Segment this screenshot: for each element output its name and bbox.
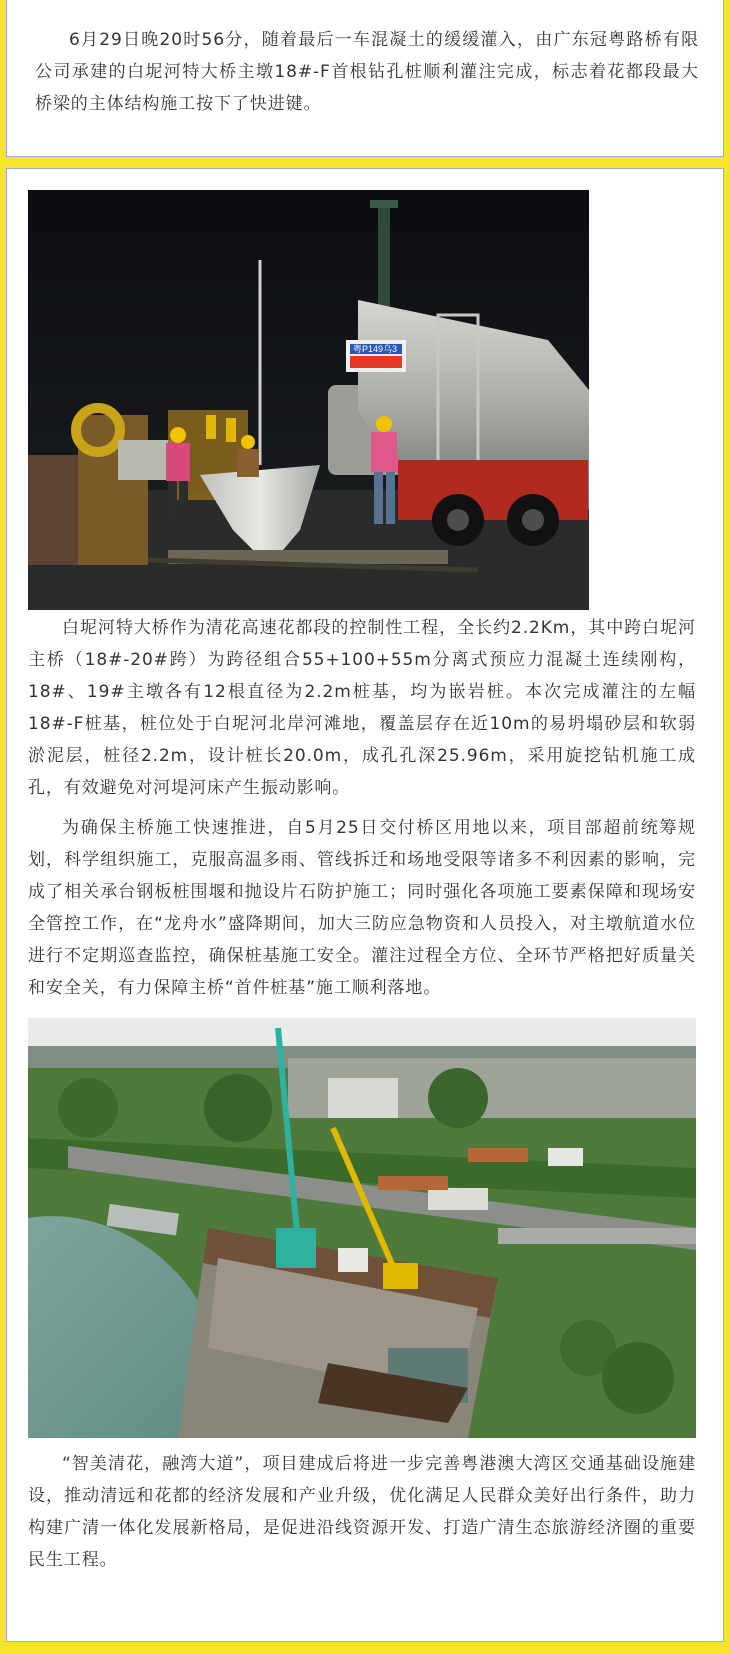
intro-paragraph: 6月29日晚20时56分，随着最后一车混凝土的缓缓灌入，由广东冠粤路桥有限公司承建的白坭河特大桥主墩18#-F首根钻孔桩顺利灌注完成，标志着花都段最大桥梁的主体结构施工按下了快进键。 [35, 30, 699, 114]
truck-plate-text: 粤P149乌3 [353, 344, 398, 354]
paragraph-bridge-overview: 白坭河特大桥作为清花高速花都段的控制性工程，全长约2.2Km，其中跨白坭河主桥（18#-20#跨）为跨径组合55+100+55m分离式预应力混凝土连续刚构，18#、19#主墩各有12根直径为2.2m桩基，均为嵌岩桩。本次完成灌注的左幅18#-F桩基，桩位处于白坭河北岸河滩地，覆盖层存在近10m的易坍塌砂层和软弱淤泥层，桩径2.2m，设计桩长20.0m，成孔孔深25.96m，采用旋挖钻机施工成孔，有效避免对河堤河床产生振动影响。 [28, 618, 696, 798]
paragraph-project-significance: “智美清花，融湾大道”，项目建成后将进一步完善粤港澳大湾区交通基础设施建设，推动清远和花都的经济发展和产业升级，优化满足人民群众美好出行条件，助力构建广清一体化发展新格局，是促进沿线资源开发、打造广清生态旅游经济圈的重要民生工程。 [28, 1454, 696, 1570]
intro-card [6, 0, 724, 157]
night-construction-photo [28, 190, 589, 610]
paragraph-construction-progress: 为确保主桥施工快速推进，自5月25日交付桥区用地以来，项目部超前统筹规划，科学组织施工，克服高温多雨、管线拆迁和场地受限等诸多不利因素的影响，完成了相关承台钢板桩围堰和抛设片石防护施工；同时强化各项施工要素保障和现场安全管控工作，在“龙舟水”盛降期间，加大三防应急物资和人员投入，对主墩航道水位进行不定期巡查监控，确保桩基施工安全。灌注过程全方位、全环节严格把好质量关和安全关，有力保障主桥“首件桩基”施工顺利落地。 [28, 818, 696, 998]
aerial-site-photo [28, 1018, 696, 1438]
